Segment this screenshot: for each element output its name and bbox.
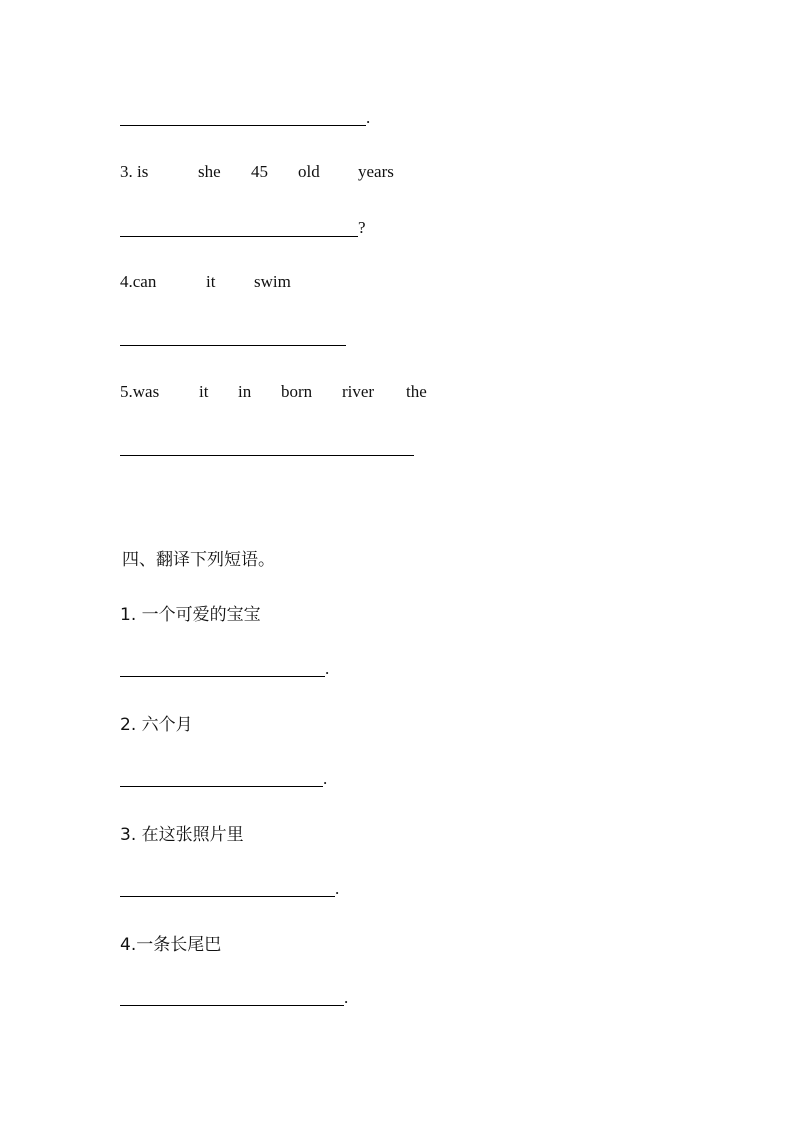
translation-prompt-3: 3. 在这张照片里 <box>120 825 244 845</box>
word: 3. is <box>120 162 149 181</box>
end-mark: . <box>325 659 330 678</box>
word: river <box>342 382 375 401</box>
word: it <box>206 272 216 291</box>
answer-line-5[interactable] <box>120 455 414 456</box>
answer-line-2[interactable] <box>120 125 366 126</box>
end-mark: . <box>344 988 349 1007</box>
word: born <box>281 382 313 401</box>
translation-prompt-4: 4.一条长尾巴 <box>120 935 222 955</box>
answer-line-t4[interactable] <box>120 1005 344 1006</box>
section-heading: 四、翻译下列短语。 <box>122 550 275 570</box>
answer-line-3[interactable] <box>120 236 358 237</box>
answer-line-t2[interactable] <box>120 786 323 787</box>
answer-line-4[interactable] <box>120 345 346 346</box>
word: 45 <box>251 162 268 181</box>
end-mark: . <box>366 108 371 127</box>
word: she <box>198 162 221 181</box>
end-mark: . <box>335 879 340 898</box>
word: old <box>298 162 320 181</box>
word: 4.can <box>120 272 157 291</box>
translation-prompt-2: 2. 六个月 <box>120 715 193 735</box>
answer-line-t3[interactable] <box>120 896 335 897</box>
translation-prompt-1: 1. 一个可爱的宝宝 <box>120 605 261 625</box>
end-mark: . <box>323 769 328 788</box>
word: it <box>199 382 209 401</box>
end-mark: ? <box>358 218 366 237</box>
word: the <box>406 382 427 401</box>
answer-line-t1[interactable] <box>120 676 325 677</box>
word: years <box>358 162 394 181</box>
word: swim <box>254 272 291 291</box>
word: 5.was <box>120 382 160 401</box>
word: in <box>238 382 252 401</box>
